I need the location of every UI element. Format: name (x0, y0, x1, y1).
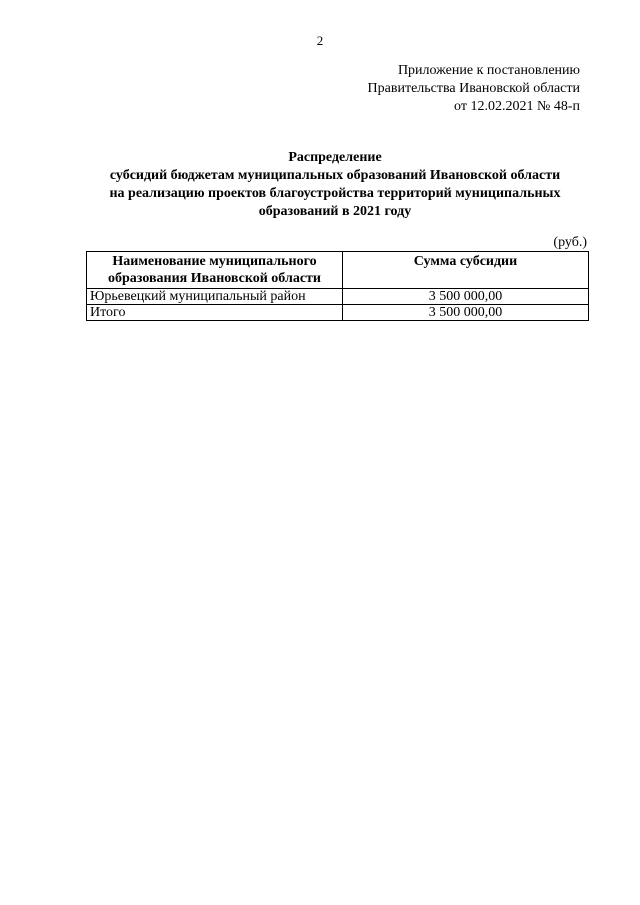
appendix-line-3: от 12.02.2021 № 48-п (454, 99, 580, 114)
total-label: Итого (87, 305, 343, 321)
appendix-line-2: Правительства Ивановской области (367, 81, 580, 96)
title-line-2: субсидий бюджетам муниципальных образований Ивановской области (109, 168, 561, 183)
title-line-3: на реализацию проектов благоустройства территорий муниципальных (109, 186, 561, 201)
row-municipality-name: Юрьевецкий муниципальный район (87, 289, 343, 305)
page-number: 2 (316, 33, 324, 48)
column-header-municipality-line-1: Наименование муниципального (112, 254, 317, 269)
table-row-total (87, 305, 589, 321)
currency-unit: (руб.) (553, 235, 587, 250)
subsidy-table (86, 251, 589, 321)
title-line-4: образований в 2021 году (258, 204, 412, 219)
row-subsidy-amount: 3 500 000,00 (343, 289, 589, 305)
total-amount: 3 500 000,00 (343, 305, 589, 321)
title-line-1: Распределение (288, 150, 382, 165)
table-header-row (87, 252, 589, 289)
column-header-amount: Сумма субсидии (343, 252, 589, 289)
appendix-reference (368, 62, 580, 116)
column-header-municipality-line-2: образования Ивановской области (108, 271, 321, 286)
appendix-line-1: Приложение к постановлению (397, 63, 580, 78)
column-header-municipality (87, 252, 343, 289)
document-title (70, 149, 600, 221)
table-row (87, 289, 589, 305)
